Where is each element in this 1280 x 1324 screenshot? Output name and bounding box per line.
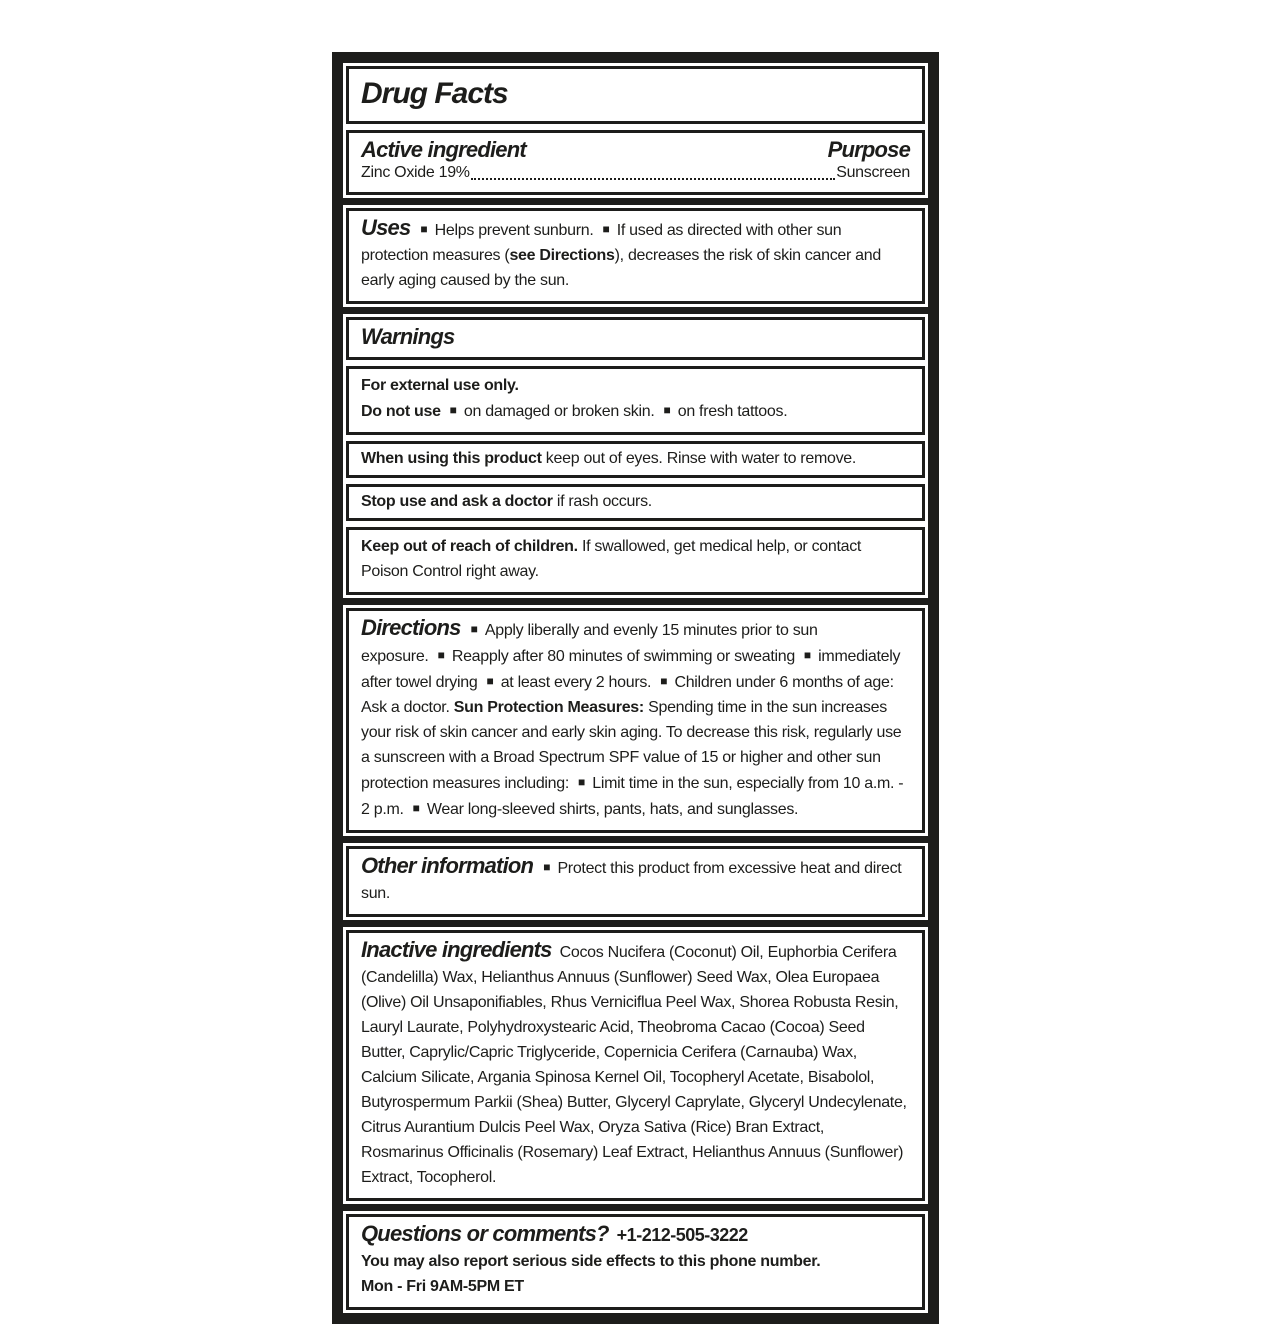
do-not-use-text (361, 398, 910, 424)
directions-heading: Directions (361, 615, 461, 640)
uses-heading: Uses (361, 215, 411, 240)
bullet-icon: ■ (803, 648, 812, 662)
questions-heading-row (361, 1221, 910, 1249)
dotted-leader (471, 178, 835, 180)
warnings-heading-section (346, 317, 925, 360)
other-information-heading: Other information (361, 853, 534, 878)
inactive-ingredients-heading: Inactive ingredients (361, 937, 552, 962)
bullet-icon: ■ (470, 622, 478, 636)
report-line (361, 1249, 910, 1274)
stop-use-lead: Stop use and ask a doctor (361, 493, 553, 510)
external-use-text (361, 373, 910, 398)
active-ingredient-name: Zinc Oxide 19% (361, 164, 470, 181)
other-information-section (346, 846, 925, 917)
keep-out-lead: Keep out of reach of children. (361, 538, 578, 555)
sun-protection-lead: Sun Protection Measures: (453, 699, 644, 716)
external-use-lead: For external use only. (361, 377, 519, 394)
directions-section (346, 608, 925, 833)
uses-bullet-1: Helps prevent sunburn. (434, 222, 594, 239)
other-information-text (361, 853, 910, 906)
other-information-bullet-1: Protect this product from excessive heat and direct sun. (361, 860, 902, 902)
active-ingredient-section (346, 130, 925, 195)
inactive-ingredients-text (361, 937, 910, 1190)
purpose-value: Sunscreen (836, 164, 910, 181)
bullet-icon: ■ (660, 674, 668, 688)
phone-number: +1-212-505-3222 (616, 1225, 748, 1245)
stop-use-body: if rash occurs. (556, 493, 652, 510)
stop-use-section (346, 484, 925, 521)
keep-out-section (346, 527, 925, 595)
active-ingredient-heading: Active ingredient (361, 137, 526, 162)
directions-bullet-1: Apply liberally and evenly 15 minutes prior to sun exposure. (361, 622, 818, 665)
bullet-icon: ■ (437, 648, 445, 662)
drug-facts-label (332, 52, 939, 1324)
inactive-ingredients-section (346, 930, 925, 1201)
questions-section (346, 1214, 925, 1310)
bullet-icon: ■ (663, 403, 671, 417)
drug-facts-title-section (346, 66, 925, 124)
sun-protection-body: Spending time in the sun increases your risk of skin cancer and early skin aging. To decrease this risk, regularly use a sunscreen with a Broad Spectrum SPF value of 15 or higher and other sun protection measures including: (361, 699, 902, 792)
uses-section (346, 208, 925, 304)
active-ingredient-header-row (361, 137, 910, 162)
directions-bullet-2: Reapply after 80 minutes of swimming or sweating (451, 648, 795, 665)
bullet-icon: ■ (420, 222, 428, 236)
do-not-use-item-2: on fresh tattoos. (677, 403, 788, 420)
hours-line (361, 1274, 910, 1299)
directions-bullet-5: Children under 6 months of age: Ask a doctor. (361, 674, 894, 716)
purpose-heading: Purpose (827, 137, 910, 162)
drug-facts-title: Drug Facts (361, 77, 508, 110)
directions-bullet-3: immediately after towel drying (361, 648, 901, 691)
active-ingredient-row (361, 162, 910, 184)
bullet-icon: ■ (486, 674, 494, 688)
do-not-use-item-1: on damaged or broken skin. (463, 403, 655, 420)
uses-text (361, 215, 910, 293)
when-using-body: keep out of eyes. Rinse with water to remove. (545, 450, 857, 467)
bullet-icon: ■ (412, 801, 420, 815)
when-using-lead: When using this product (361, 450, 542, 467)
when-using-text (361, 446, 910, 471)
inactive-ingredients-list: Cocos Nucifera (Coconut) Oil, Euphorbia Cerifera (Candelilla) Wax, Helianthus Annuus (Sunflower) Seed Wax, Olea Europaea (Olive) Oil Unsaponifiables, Rhus Verniciflua Peel Wax, Shorea Robusta Resin, Lauryl Laurate, Polyhydroxystearic Acid, Theobroma Cacao (Cocoa) Seed Butter, Caprylic/Capric Triglyceride, Copernicia Cerifera (Carnauba) Wax, Calcium Silicate, Argania Spinosa Kernel Oil, Tocopheryl Acetate, Bisabolol, Butyrospermum Parkii (Shea) Butter, Glyceryl Caprylate, Glyceryl Undecylenate, Citrus Aurantium Dulcis Peel Wax, Oryza Sativa (Rice) Bran Extract, Rosmarinus Officinalis (Rosemary) Leaf Extract, Helianthus Annuus (Sunflower) Extract, Tocopherol. (361, 944, 907, 1186)
uses-bullet-2: If used as directed with other sun protection measures ( (361, 222, 842, 264)
directions-bullet-7: Wear long-sleeved shirts, pants, hats, and sunglasses. (426, 801, 799, 818)
do-not-use-lead: Do not use (361, 403, 441, 420)
stop-use-text (361, 489, 910, 514)
bullet-icon: ■ (578, 775, 586, 789)
keep-out-body: If swallowed, get medical help, or contact Poison Control right away. (361, 538, 862, 580)
uses-bullet-2-bold: see Directions (509, 247, 615, 264)
when-using-section (346, 441, 925, 478)
questions-heading: Questions or comments? (361, 1221, 609, 1246)
report-line-text: You may also report serious side effects to this phone number. (361, 1253, 821, 1270)
hours-text: Mon - Fri 9AM-5PM ET (361, 1278, 524, 1295)
directions-text (361, 615, 910, 822)
bullet-icon: ■ (449, 403, 457, 417)
warnings-external-use-section (346, 366, 925, 435)
bullet-icon: ■ (543, 860, 551, 874)
directions-bullet-4: at least every 2 hours. (500, 674, 652, 691)
bullet-icon: ■ (602, 222, 610, 236)
uses-bullet-2-end: ), decreases the risk of skin cancer and early aging caused by the sun. (361, 247, 881, 289)
warnings-heading: Warnings (361, 324, 455, 349)
directions-bullet-6: Limit time in the sun, especially from 10 a.m. - 2 p.m. (361, 775, 904, 818)
keep-out-text (361, 534, 910, 584)
